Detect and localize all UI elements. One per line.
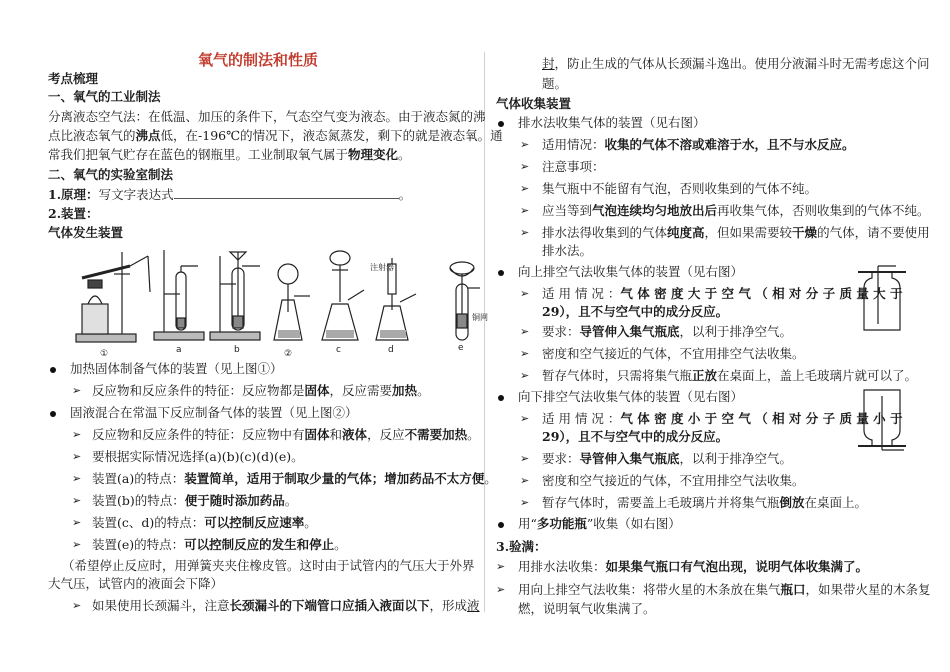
arrow-icon: ➢ — [72, 494, 82, 507]
bullet-icon — [498, 121, 504, 127]
left-note-line1: （希望停止反应时，用弹簧夹夹住橡皮管。这时由于试管内的气压大于外界 — [62, 558, 475, 573]
collect-heading: 气体收集装置 — [496, 96, 572, 111]
industrial-paragraph-line2: 点比液态氧气的沸点低，在-196℃的情况下，液态氮蒸发，剩下的就是液态氧。通 — [48, 128, 503, 143]
apparatus-figure — [70, 244, 488, 360]
arrow-icon: ➢ — [496, 583, 506, 596]
arrow-icon: ➢ — [520, 138, 530, 151]
upward-storage: 暂存气体时，只需将集气瓶正放在桌面上，盖上毛玻璃片就可以了。 — [542, 368, 918, 383]
arrow-icon: ➢ — [520, 412, 530, 425]
device-b — [210, 252, 260, 340]
water-notes: 注意事项： — [542, 159, 605, 174]
upward-usage-line1: 适 用 情 况 ：气 体 密 度 大 于 空 气 （ 相 对 分 子 质 量 大 于 — [542, 286, 903, 301]
label-d: d — [388, 345, 394, 355]
water-bubbles: 集气瓶中不能留有气泡，否则收集到的气体不纯。 — [542, 181, 818, 196]
arrow-icon: ➢ — [520, 325, 530, 338]
arrow-icon: ➢ — [72, 516, 82, 529]
answer-blank — [174, 186, 399, 199]
label-a: a — [176, 345, 182, 355]
industrial-paragraph-line1: 分离液态空气法：在低温、加压的条件下，气态空气变为液态。由于液态氮的沸 — [48, 109, 486, 124]
water-usage: 适用情况：收集的气体不溶或难溶于水，且不与水反应。 — [542, 137, 855, 152]
arrow-icon: ➢ — [520, 226, 530, 239]
left-item-heating-sub: 反应物和反应条件的特征：反应物都是固体，反应需要加热。 — [92, 383, 430, 398]
upward-title: 向上排空气法收集气体的装置（见右图） — [518, 264, 744, 279]
lab-heading: 二、氧气的实验室制法 — [48, 167, 174, 182]
left-item-solid-liquid: 固液混合在常温下反应制备气体的装置（见上图②） — [70, 405, 358, 420]
bullet-icon — [50, 411, 56, 417]
left-sub-device-b: 装置(b)的特点：便于随时添加药品。 — [92, 493, 298, 508]
water-timing: 应当等到气泡连续均匀地放出后再收集气体，否则收集到的气体不纯。 — [542, 203, 930, 218]
bullet-icon — [498, 270, 504, 276]
downward-usage-line2: 29），且不与空气中的成分反应。 — [542, 429, 729, 444]
device-a — [154, 250, 204, 340]
arrow-icon: ➢ — [72, 384, 82, 397]
heating-apparatus — [76, 252, 150, 342]
left-sub-device-a: 装置(a)的特点：装置简单，适用于制取少量的气体；增加药品不太方便。 — [92, 471, 497, 486]
left-sub-device-e: 装置(e)的特点：可以控制反应的发生和停止。 — [92, 537, 347, 552]
arrow-icon: ➢ — [520, 204, 530, 217]
arrow-icon: ➢ — [72, 599, 82, 612]
device-label: 2.装置： — [48, 206, 99, 221]
verify-air-line1: 用向上排空气法收集：将带火星的木条放在集气瓶口，如果带火星的木条复 — [518, 582, 931, 597]
right-continuation-line2: 题。 — [542, 76, 568, 91]
arrow-icon: ➢ — [520, 369, 530, 382]
industrial-heading: 一、氧气的工业制法 — [48, 89, 161, 104]
principle-line: 1.原理：写文字表达式 。 — [48, 187, 412, 202]
verify-air-line2: 燃，说明氧气收集满了。 — [518, 601, 656, 616]
label-c: c — [336, 345, 341, 355]
water-purity: 排水法得收集到的气体纯度高，但如果需要较干燥的气体，请不要使用 — [542, 225, 930, 240]
left-sub-choose: 要根据实际情况选择(a)(b)(c)(d)(e)。 — [92, 449, 304, 464]
arrow-icon: ➢ — [496, 560, 506, 573]
upward-requirement: 要求：导管伸入集气瓶底，以利于排净空气。 — [542, 324, 793, 339]
bullet-icon — [50, 367, 56, 373]
verify-water: 用排水法收集：如果集气瓶口有气泡出现，说明气体收集满了。 — [518, 559, 869, 574]
label-one: ① — [100, 349, 109, 359]
downward-usage-line1: 适 用 情 况 ：气 体 密 度 小 于 空 气 （ 相 对 分 子 质 量 小 于 — [542, 411, 903, 426]
bullet-icon — [498, 395, 504, 401]
arrow-icon: ➢ — [72, 538, 82, 551]
industrial-paragraph-line3: 常我们把氧气贮存在蓝色的钢瓶里。工业制取氧气属于物理变化。 — [48, 147, 411, 162]
arrow-icon: ➢ — [72, 450, 82, 463]
label-syringe: 注射器 — [370, 263, 394, 272]
upward-density: 密度和空气接近的气体，不宜用排空气法收集。 — [542, 346, 805, 361]
arrow-icon: ➢ — [520, 160, 530, 173]
upward-collection-bottle — [852, 262, 912, 334]
arrow-icon: ➢ — [520, 474, 530, 487]
downward-storage: 暂存气体时，需要盖上毛玻璃片并将集气瓶倒放在桌面上。 — [542, 495, 868, 510]
arrow-icon: ➢ — [520, 347, 530, 360]
page-title: 氧气的制法和性质 — [198, 51, 319, 69]
arrow-icon: ➢ — [72, 428, 82, 441]
arrow-icon: ➢ — [520, 182, 530, 195]
downward-density: 密度和空气接近的气体，不宜用排空气法收集。 — [542, 473, 805, 488]
left-item-heating: 加热固体制备气体的装置（见上图①） — [70, 361, 283, 376]
generation-heading: 气体发生装置 — [48, 225, 124, 240]
label-mesh: 铜网 — [472, 313, 488, 322]
label-b: b — [234, 345, 240, 355]
device-flask-funnel — [274, 264, 310, 340]
arrow-icon: ➢ — [72, 472, 82, 485]
arrow-icon: ➢ — [520, 287, 530, 300]
arrow-icon: ➢ — [520, 496, 530, 509]
left-sub-feature: 反应物和反应条件的特征：反应物中有固体和液体，反应不需要加热。 — [92, 427, 480, 442]
bullet-icon — [498, 522, 504, 528]
arrow-icon: ➢ — [520, 452, 530, 465]
water-purity-cont: 排水法。 — [542, 243, 593, 258]
downward-collection-bottle — [852, 386, 912, 452]
left-note-line2: 大气压，试管内的液面会下降） — [48, 576, 224, 591]
downward-title: 向下排空气法收集气体的装置（见右图） — [518, 389, 744, 404]
left-sub-funnel: 如果使用长颈漏斗，注意长颈漏斗的下端管口应插入液面以下，形成液 — [92, 598, 480, 613]
water-method-title: 排水法收集气体的装置（见右图） — [518, 115, 706, 130]
label-two: ② — [284, 349, 293, 359]
left-sub-device-cd: 装置(c、d)的特点：可以控制反应速率。 — [92, 515, 317, 530]
upward-usage-line2: 29），且不与空气中的成分反应。 — [542, 304, 729, 319]
verify-heading: 3.验满： — [496, 539, 547, 554]
label-e: e — [458, 343, 464, 353]
device-e — [450, 262, 480, 340]
multi-bottle: 用“多功能瓶”收集（如右图） — [518, 516, 681, 531]
section-review-heading: 考点梳理 — [48, 71, 99, 86]
right-continuation-line1: 封，防止生成的气体从长颈漏斗逸出。使用分液漏斗时无需考虑这个问 — [542, 56, 930, 71]
device-c — [322, 251, 364, 340]
downward-requirement: 要求：导管伸入集气瓶底，以利于排净空气。 — [542, 451, 793, 466]
